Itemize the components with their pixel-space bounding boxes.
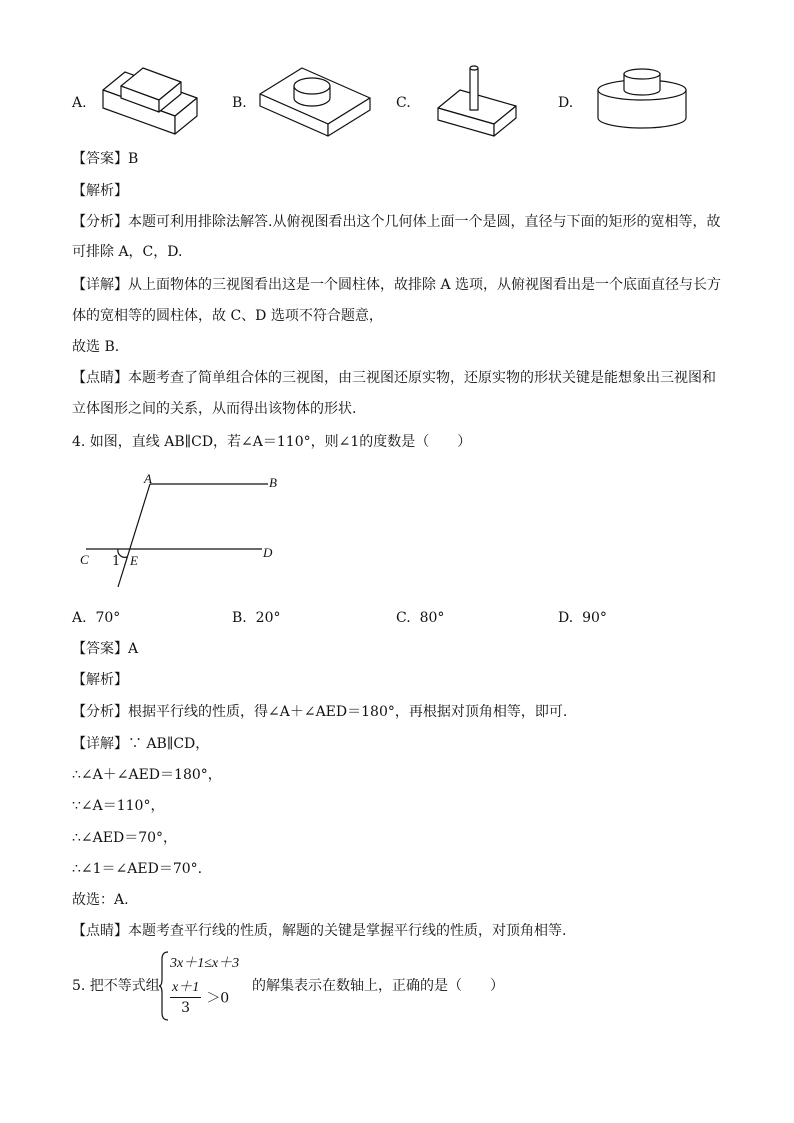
option-a-label: A. (72, 95, 87, 111)
q4-option-d (558, 608, 607, 628)
point-b-label: B (269, 475, 277, 490)
q4-figure-lines (72, 465, 292, 595)
q5-suffix: 的解集表示在数轴上，正确的是（ ） (252, 978, 504, 994)
q3-dianjing-line2: 立体图形之间的关系，从而得出该物体的形状. (72, 401, 357, 417)
q4-option-b (232, 608, 280, 628)
q4-answer: 【答案】A (72, 641, 139, 657)
q5-prefix: 5. 把不等式组 (72, 978, 160, 994)
q3-xiangjie-line2: 体的宽相等的圆柱体，故 C、D 选项不符合题意， (72, 308, 383, 324)
point-c-label: C (80, 552, 89, 567)
q4-conclusion: 故选：A. (72, 892, 129, 908)
q4-analysis-heading: 【解析】 (72, 672, 128, 688)
transversal-ae (118, 484, 150, 587)
option-c-label: C. (396, 95, 411, 111)
figure-option-d-stacked-cylinders (596, 66, 688, 132)
q4-fenxi: 【分析】根据平行线的性质，得∠A＋∠AED＝180°，再根据对顶角相等，即可. (72, 704, 568, 720)
option-b-label: B. (232, 95, 247, 111)
option-value: 90° (582, 610, 607, 626)
option-value: 70° (95, 610, 121, 626)
q4-parallel-lines-figure (72, 465, 292, 595)
figure-option-c-rod-on-slab (436, 64, 520, 138)
option-label: C. (396, 610, 411, 626)
q5-inequality-2 (170, 979, 229, 1018)
q3-analysis-heading: 【解析】 (72, 183, 128, 199)
point-d-label: D (263, 545, 273, 560)
q3-fenxi-line1: 【分析】本题可利用排除法解答.从俯视图看出这个几何体上面一个是圆，直径与下面的矩形的宽相等，故 (72, 214, 721, 230)
system-brace-icon (159, 951, 169, 1021)
q4-step-3: ∵∠A＝110°， (72, 798, 165, 814)
inequality-rhs: ＞0 (206, 990, 230, 1007)
option-d-label: D. (558, 95, 574, 111)
angle-1-label: 1 (112, 554, 121, 569)
q4-step-4: ∴∠AED＝70°， (72, 830, 178, 846)
option-value: 80° (419, 610, 445, 626)
q4-dianjing: 【点睛】本题考查平行线的性质，解题的关键是掌握平行线的性质，对顶角相等. (72, 923, 567, 939)
q3-xiangjie-line1: 【详解】从上面物体的三视图看出这是一个圆柱体，故排除 A 选项，从俯视图看出是一个底面直径与长方 (72, 277, 722, 293)
q4-step-2: ∴∠A＋∠AED＝180°， (72, 767, 222, 783)
point-a-label: A (144, 471, 152, 486)
option-label: B. (232, 610, 247, 626)
option-label: D. (558, 610, 574, 626)
q4-step-1: 【详解】∵ AB∥CD， (72, 736, 210, 752)
q4-option-a (72, 608, 120, 628)
point-e-label: E (130, 553, 138, 568)
option-value: 20° (255, 610, 281, 626)
fraction-numerator: x＋1 (170, 979, 201, 998)
q4-stem: 4. 如图，直线 AB∥CD，若∠A＝110°，则∠1的度数是（ ） (72, 434, 472, 450)
q5-inequality-1: 3x＋1≤x＋3 (170, 956, 240, 971)
q3-dianjing-line1: 【点睛】本题考查了简单组合体的三视图，由三视图还原实物，还原实物的形状关键是能想象出三视图和 (72, 370, 716, 386)
option-label: A. (72, 610, 87, 626)
figure-option-b-cylinder-on-slab (258, 64, 374, 136)
q3-answer: 【答案】B (72, 151, 139, 167)
q4-option-c (396, 608, 444, 628)
figure-option-a-stepped-blocks (97, 62, 203, 138)
q4-step-5: ∴∠1＝∠AED＝70°. (72, 861, 203, 877)
q3-conclusion: 故选 B. (72, 339, 120, 355)
fraction-denominator: 3 (181, 1000, 191, 1016)
q3-fenxi-line2: 可排除 A，C，D. (72, 244, 183, 260)
